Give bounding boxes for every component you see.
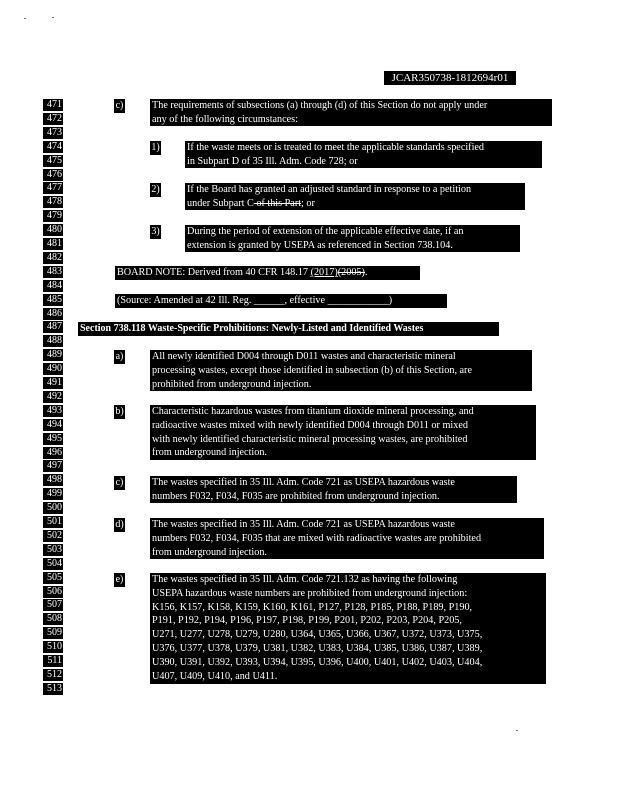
line-number: 511	[43, 655, 63, 667]
line-number: 477	[43, 182, 63, 194]
scan-speck	[24, 18, 26, 19]
line-number: 484	[43, 280, 63, 292]
paragraph-label-b: b)	[115, 406, 124, 417]
line-number: 486	[43, 308, 63, 320]
text-line: Characteristic hazardous wastes from titanium dioxide mineral processing, and	[152, 406, 474, 417]
subparagraph-label-3: 3)	[151, 226, 160, 237]
line-number: 494	[43, 419, 63, 431]
text-line: K156, K157, K158, K159, K160, K161, P127, P128, P185, P188, P189, P190,	[152, 601, 473, 613]
paragraph-a-text	[150, 350, 532, 391]
line-number: 471	[43, 99, 63, 111]
text-line: The wastes specified in 35 Ill. Adm. Code 721.132 as having the following	[152, 574, 458, 585]
paragraph-b-text	[150, 405, 536, 460]
text-line: U390, U391, U392, U393, U394, U395, U396, U400, U401, U402, U403, U404,	[152, 656, 483, 668]
text-line: U271, U277, U278, U279, U280, U364, U365, U366, U367, U372, U373, U375,	[152, 629, 483, 641]
text-line: P191, P192, P194, P196, P197, P198, P199, P201, P202, P203, P204, P205,	[152, 615, 462, 627]
subparagraph-3-text	[185, 225, 520, 252]
text-line: If the Board has granted an adjusted standard in response to a petition	[187, 184, 472, 195]
paragraph-c-text	[150, 99, 552, 126]
line-number: 510	[43, 641, 63, 653]
paragraph-label-c: c)	[115, 100, 124, 111]
line-number: 480	[43, 224, 63, 236]
text-segment: .	[364, 267, 368, 278]
line-number: 478	[43, 196, 63, 208]
line-number: 499	[43, 488, 63, 500]
text-line: All newly identified D004 through D011 wastes and characteristic mineral	[152, 351, 456, 362]
subparagraph-1-text	[185, 141, 542, 168]
document-id: JCAR350738-1812694r01	[384, 71, 516, 85]
subparagraph-label-2: 2)	[151, 184, 160, 195]
line-number: 483	[43, 266, 63, 278]
line-number: 490	[43, 363, 63, 375]
line-number: 495	[43, 433, 63, 445]
text-line	[187, 197, 523, 210]
text-line: USEPA hazardous waste numbers are prohibited from underground injection:	[152, 587, 468, 599]
line-number: 506	[43, 586, 63, 598]
line-number: 473	[43, 127, 63, 139]
line-number: 482	[43, 252, 63, 264]
board-note	[115, 266, 420, 280]
text-line	[117, 266, 418, 280]
line-number: 489	[43, 349, 63, 361]
line-number: 509	[43, 627, 63, 639]
source-note	[115, 294, 447, 308]
line-number: 508	[43, 613, 63, 625]
paragraph-label-a: a)	[115, 351, 124, 362]
line-number: 502	[43, 530, 63, 542]
paragraph-label-c2: c)	[115, 477, 124, 488]
text-line: in Subpart D of 35 Ill. Adm. Code 728; or	[187, 155, 358, 167]
text-line: any of the following circumstances:	[152, 113, 298, 125]
line-number: 492	[43, 391, 63, 403]
text-line: Section 738.118 Waste-Specific Prohibitions: Newly-Listed and Identified Wastes	[80, 323, 424, 334]
text-segment: ; or	[301, 197, 315, 209]
line-number: 472	[43, 113, 63, 125]
text-segment: under Subpart C	[187, 197, 254, 209]
text-line: extension is granted by USEPA as referenced in Section 738.104.	[187, 239, 453, 251]
line-number: 498	[43, 474, 63, 486]
line-number: 503	[43, 544, 63, 556]
text-line: numbers F032, F034, F035 are prohibited from underground injection.	[152, 490, 440, 502]
text-line: from underground injection.	[152, 546, 267, 558]
subparagraph-label-1: 1)	[151, 142, 160, 153]
line-number: 481	[43, 238, 63, 250]
text-line: The wastes specified in 35 Ill. Adm. Code 721 as USEPA hazardous waste	[152, 519, 455, 530]
text-line: from underground injection.	[152, 447, 267, 459]
text-line: prohibited from underground injection.	[152, 378, 312, 390]
text-line: The wastes specified in 35 Ill. Adm. Code 721 as USEPA hazardous waste	[152, 477, 455, 488]
text-line: radioactive wastes mixed with newly identified D004 through D011 or mixed	[152, 419, 468, 431]
line-number: 474	[43, 141, 63, 153]
line-number: 479	[43, 210, 63, 222]
text-line: numbers F032, F034, F035 that are mixed with radioactive wastes are prohibited	[152, 532, 482, 544]
text-line: U407, U409, U410, and U411.	[152, 670, 278, 682]
subparagraph-2-text	[185, 183, 525, 210]
line-number: 497	[43, 460, 63, 472]
scan-speck	[516, 730, 518, 731]
line-number: 475	[43, 155, 63, 167]
text-line: If the waste meets or is treated to meet the applicable standards specified	[187, 142, 485, 153]
paragraph-e-text	[150, 573, 546, 684]
scan-speck	[52, 17, 54, 18]
line-number: 487	[43, 321, 63, 333]
line-number: 504	[43, 558, 63, 570]
struck-text: (2005)	[337, 267, 365, 278]
line-number: 493	[43, 405, 63, 417]
line-number: 476	[43, 169, 63, 181]
line-number: 505	[43, 572, 63, 584]
inserted-text: (2017)	[310, 267, 338, 278]
text-line: (Source: Amended at 42 Ill. Reg. ______, effective ____________)	[117, 295, 393, 306]
line-number: 500	[43, 502, 63, 514]
line-number: 513	[43, 683, 63, 695]
section-heading	[78, 322, 499, 336]
text-line: with newly identified characteristic mineral processing wastes, are prohibited	[152, 433, 468, 445]
line-number: 485	[43, 294, 63, 306]
line-number: 488	[43, 335, 63, 347]
line-number: 507	[43, 599, 63, 611]
paragraph-label-e: e)	[115, 574, 124, 585]
line-number: 501	[43, 516, 63, 528]
text-line: processing wastes, except those identified in subsection (b) of this Section, are	[152, 364, 472, 376]
paragraph-c2-text	[150, 476, 517, 503]
paragraph-label-d: d)	[115, 519, 124, 530]
text-line: The requirements of subsections (a) through (d) of this Section do not apply under	[152, 100, 488, 111]
line-number: 512	[43, 669, 63, 681]
text-segment: BOARD NOTE: Derived from 40 CFR 148.17	[117, 267, 311, 278]
text-line: U376, U377, U378, U379, U381, U382, U383, U384, U385, U386, U387, U389,	[152, 642, 483, 654]
struck-text: of this Part	[253, 197, 302, 209]
text-line: During the period of extension of the applicable effective date, if an	[187, 226, 464, 237]
line-number: 496	[43, 447, 63, 459]
paragraph-d-text	[150, 518, 544, 559]
line-number: 491	[43, 377, 63, 389]
